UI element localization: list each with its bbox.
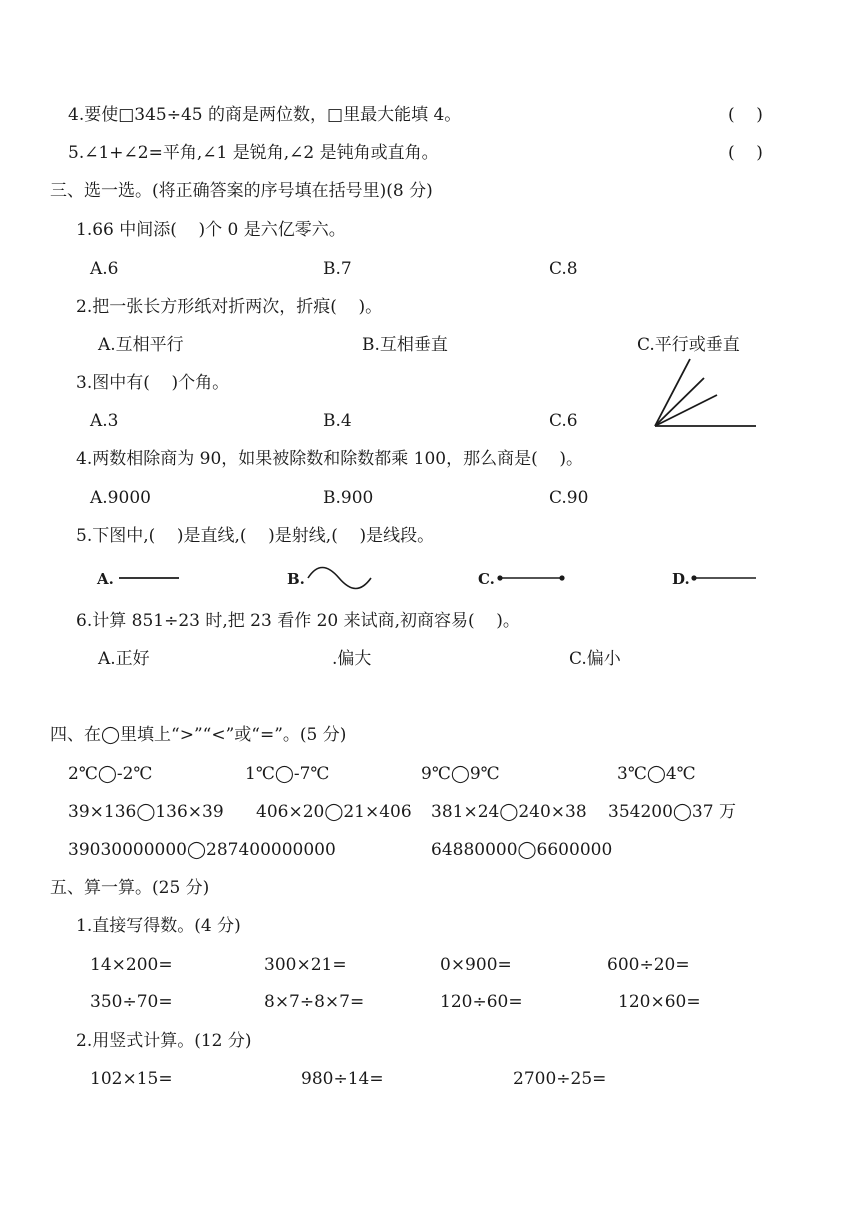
vertical-calc-title: 2.用竖式计算。(12 分) [76, 1031, 252, 1051]
compare-item-r2-4[interactable]: 354200◯37 万 [608, 802, 736, 822]
q2-option-b[interactable]: B.互相垂直 [362, 335, 448, 355]
compare-item-r1-1[interactable]: 2℃◯-2℃ [68, 764, 153, 784]
q3-option-c[interactable]: C.6 [549, 411, 578, 431]
choice-question-1: 1.66 中间添( )个 0 是六亿零六。 [76, 220, 346, 240]
oral-calc-r1-4[interactable]: 600÷20= [607, 955, 690, 975]
angle-figure [650, 355, 760, 435]
oral-calc-r2-4[interactable]: 120×60= [618, 992, 701, 1012]
compare-item-r3-1[interactable]: 39030000000◯287400000000 [68, 840, 336, 860]
wavy-curve-figure [307, 566, 373, 592]
compare-item-r2-2[interactable]: 406×20◯21×406 [256, 802, 412, 822]
compare-item-r2-1[interactable]: 39×136◯136×39 [68, 802, 224, 822]
q1-option-a[interactable]: A.6 [90, 259, 119, 279]
choice-question-5: 5.下图中,( )是直线,( )是射线,( )是线段。 [76, 526, 435, 546]
q3-option-a[interactable]: A.3 [90, 411, 119, 431]
straight-line-figure [119, 570, 181, 586]
judge-answer-paren-4[interactable]: ( ) [728, 105, 763, 125]
compare-item-r1-3[interactable]: 9℃◯9℃ [421, 764, 500, 784]
q1-option-c[interactable]: C.8 [549, 259, 578, 279]
compare-item-r3-2[interactable]: 64880000◯6600000 [431, 840, 613, 860]
q5-option-b-label[interactable]: B. [287, 570, 305, 588]
angle-ray-1 [655, 359, 690, 426]
choice-question-2: 2.把一张长方形纸对折两次，折痕( )。 [76, 297, 383, 317]
judge-answer-paren-5[interactable]: ( ) [728, 143, 763, 163]
q2-option-a[interactable]: A.互相平行 [98, 335, 184, 355]
oral-calc-r1-2[interactable]: 300×21= [264, 955, 347, 975]
q6-option-b[interactable]: .偏大 [332, 649, 372, 669]
line-segment-figure [496, 570, 568, 586]
section4-heading: 四、在◯里填上“>”“<”或“=”。(5 分) [50, 725, 347, 745]
q4-option-a[interactable]: A.9000 [90, 488, 151, 508]
compare-item-r2-3[interactable]: 381×24◯240×38 [431, 802, 587, 822]
oral-calc-r2-1[interactable]: 350÷70= [90, 992, 173, 1012]
vertical-calc-3[interactable]: 2700÷25= [513, 1069, 607, 1089]
angle-ray-2 [655, 378, 704, 426]
vertical-calc-2[interactable]: 980÷14= [301, 1069, 384, 1089]
compare-item-r1-2[interactable]: 1℃◯-7℃ [245, 764, 330, 784]
oral-calc-r1-1[interactable]: 14×200= [90, 955, 173, 975]
choice-question-4: 4.两数相除商为 90，如果被除数和除数都乘 100，那么商是( )。 [76, 449, 583, 469]
judge-question-5: 5.∠1+∠2=平角,∠1 是锐角,∠2 是钝角或直角。 [68, 143, 439, 163]
oral-calc-r2-3[interactable]: 120÷60= [440, 992, 523, 1012]
judge-question-4: 4.要使□345÷45 的商是两位数，□里最大能填 4。 [68, 105, 462, 125]
q1-option-b[interactable]: B.7 [323, 259, 352, 279]
oral-calc-title: 1.直接写得数。(4 分) [76, 916, 241, 936]
q5-option-c-label[interactable]: C. [478, 570, 495, 588]
oral-calc-r2-2[interactable]: 8×7÷8×7= [264, 992, 365, 1012]
q5-option-a-label[interactable]: A. [97, 570, 114, 588]
q4-option-b[interactable]: B.900 [323, 488, 374, 508]
section5-heading: 五、算一算。(25 分) [50, 878, 210, 898]
compare-item-r1-4[interactable]: 3℃◯4℃ [617, 764, 696, 784]
ray-figure [690, 570, 758, 586]
section3-heading: 三、选一选。(将正确答案的序号填在括号里)(8 分) [50, 181, 433, 201]
q6-option-c[interactable]: C.偏小 [569, 649, 621, 669]
choice-question-3: 3.图中有( )个角。 [76, 373, 230, 393]
angle-ray-3 [655, 395, 717, 426]
vertical-calc-1[interactable]: 102×15= [90, 1069, 173, 1089]
q3-option-b[interactable]: B.4 [323, 411, 352, 431]
q2-option-c[interactable]: C.平行或垂直 [637, 335, 740, 355]
oral-calc-r1-3[interactable]: 0×900= [440, 955, 512, 975]
q5-option-d-label[interactable]: D. [672, 570, 690, 588]
q6-option-a[interactable]: A.正好 [98, 649, 150, 669]
choice-question-6: 6.计算 851÷23 时,把 23 看作 20 来试商,初商容易( )。 [76, 611, 520, 631]
q4-option-c[interactable]: C.90 [549, 488, 589, 508]
